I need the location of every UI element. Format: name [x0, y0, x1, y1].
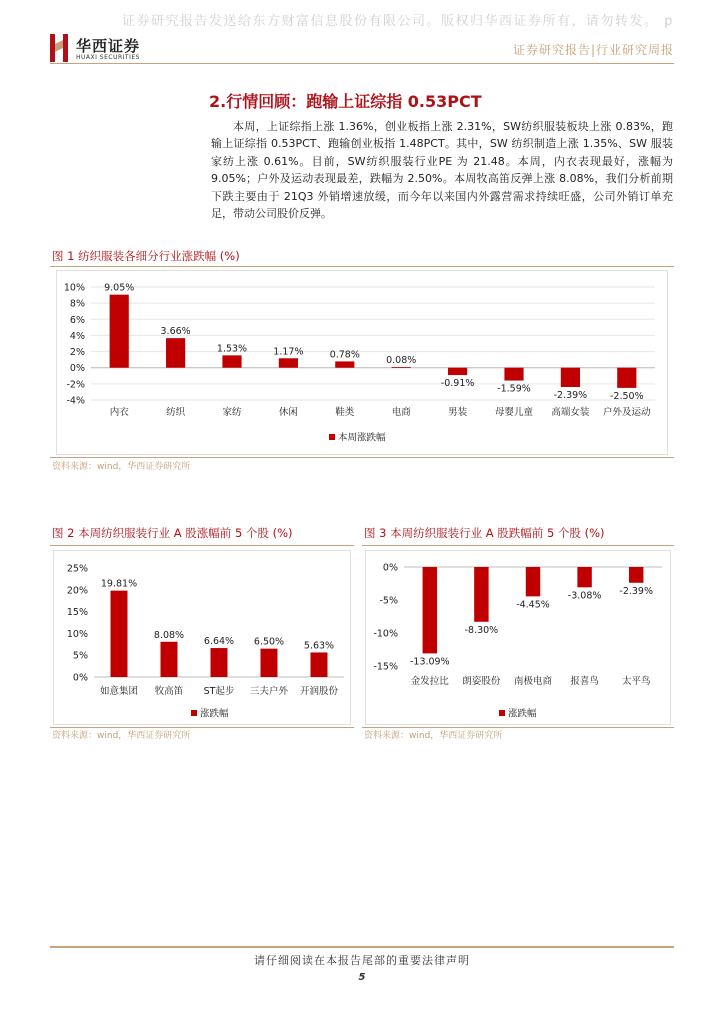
figure-2-title: 图 2 本周纺织服装行业 A 股涨幅前 5 个股 (%) [52, 526, 293, 540]
report-type-label: 证券研究报告|行业研究周报 [512, 43, 674, 57]
bar [111, 591, 128, 677]
category-label: 如意集团 [99, 686, 139, 697]
y-tick-label: 0% [69, 363, 85, 375]
bar [335, 361, 354, 367]
bar [222, 355, 241, 367]
figure-2-chart [54, 551, 350, 724]
data-label: 5.63% [303, 640, 335, 652]
data-label: -8.30% [464, 624, 499, 636]
category-label: 牧高笛 [154, 686, 184, 697]
legend-swatch [499, 710, 505, 716]
y-tick-label: 0% [382, 562, 398, 574]
page-number: 5 [358, 972, 366, 983]
data-label: 19.81% [100, 578, 138, 590]
bar [577, 567, 591, 587]
data-label: 8.08% [153, 629, 185, 641]
legal-notice: 请仔细阅读在本报告尾部的重要法律声明 [254, 954, 470, 967]
watermark: 证券研究报告发送给东方财富信息股份有限公司。版权归华西证券所有，请勿转发。 p [122, 14, 674, 29]
data-label: -3.08% [567, 590, 602, 602]
category-label: 母婴儿童 [494, 407, 534, 418]
legend-swatch [191, 710, 197, 716]
bar [561, 368, 580, 387]
bar [110, 295, 129, 368]
data-label: -0.91% [440, 378, 475, 390]
figure-1-title: 图 1 纺织服装各细分行业涨跌幅 (%) [52, 249, 240, 263]
legend-swatch [329, 434, 335, 440]
legend-label: 涨跌幅 [200, 708, 229, 720]
y-tick-label: 15% [66, 607, 88, 619]
category-label: 金发拉比 [410, 676, 449, 687]
y-tick-label: 20% [66, 585, 88, 597]
y-tick-label: 25% [66, 563, 88, 575]
bar [448, 368, 467, 375]
data-label: 0.78% [329, 349, 360, 361]
bar [279, 358, 298, 367]
category-label: 三夫户外 [249, 686, 289, 697]
bar [474, 567, 488, 622]
figure-3-source: 资料来源：wind，华西证券研究所 [364, 731, 503, 741]
category-label: 报喜鸟 [570, 676, 599, 687]
data-label: -2.50% [609, 390, 644, 402]
y-tick-label: 10% [66, 628, 88, 640]
figure-3-chart [366, 551, 670, 724]
section-paragraph [211, 118, 673, 222]
category-label: 家纺 [222, 407, 242, 418]
category-label: 纺织 [166, 407, 186, 418]
y-tick-label: -2% [66, 379, 85, 391]
legend-label: 本周涨跌幅 [338, 432, 386, 444]
category-label: 休闲 [278, 407, 298, 418]
header-divider [50, 63, 674, 64]
figure-2-source: 资料来源：wind，华西证券研究所 [52, 731, 191, 741]
data-label: -2.39% [553, 390, 588, 402]
category-label: 内衣 [109, 407, 129, 418]
category-label: 户外及运动 [603, 407, 651, 418]
category-label: 男装 [448, 407, 468, 418]
y-tick-label: -10% [373, 628, 398, 640]
bar [629, 567, 643, 583]
y-tick-label: 6% [69, 314, 85, 326]
y-tick-label: -15% [373, 661, 398, 673]
huaxi-logo-icon [50, 34, 68, 62]
category-label: ST起步 [203, 686, 235, 697]
bar [423, 567, 437, 653]
data-label: -2.39% [619, 585, 654, 597]
y-tick-label: -4% [66, 395, 85, 407]
category-label: 朗姿股份 [462, 676, 501, 687]
y-tick-label: 8% [69, 298, 85, 310]
y-tick-label: 0% [72, 672, 88, 684]
paragraph-text: 本周，上证综指上涨 1.36%，创业板指上涨 2.31%，SW纺织服装板块上涨 0.83%，跑输上证综指 0.53PCT、跑输创业板指 1.48PCT。其中，SW 纺织制造上涨 1.35%、SW 服装家纺上涨 0.61%。目前，SW纺织服装行业PE 为 21.48。本周，内衣表现最好，涨幅为 9.05%；户外及运动表现最差，跌幅为 2.50%。本周牧高笛反弹上涨 8.08%，我们分析前期下跌主要由于 21Q3 外销增速放缓，而今年以来国内外露营需求持续旺盛，公司外销订单充足，带动公司股价反弹。 [211, 120, 673, 221]
category-label: 电商 [391, 407, 411, 418]
footer-divider [50, 946, 674, 948]
category-label: 开润股份 [299, 686, 339, 697]
logo-text: 华西证券 [76, 37, 141, 55]
bar [526, 567, 540, 596]
logo-subtext: HUAXI SECURITIES [76, 54, 140, 61]
y-tick-label: 5% [72, 650, 88, 662]
figure-1-source: 资料来源：wind，华西证券研究所 [52, 462, 191, 472]
bar [311, 652, 328, 677]
data-label: 6.64% [203, 636, 235, 648]
figure-2-frame [53, 550, 351, 725]
bar [166, 338, 185, 368]
figure-3-title: 图 3 本周纺织服装行业 A 股跌幅前 5 个股 (%) [364, 526, 605, 540]
data-label: -4.45% [516, 599, 550, 611]
data-label: 3.66% [160, 326, 191, 338]
bar [161, 642, 178, 677]
figure-3-frame [365, 550, 671, 725]
y-tick-label: 10% [63, 282, 85, 294]
data-label: 6.50% [253, 636, 285, 648]
bar [211, 648, 228, 677]
data-label: 9.05% [104, 282, 135, 294]
y-tick-label: 4% [69, 330, 85, 342]
category-label: 鞋类 [335, 407, 355, 418]
data-label: -1.59% [497, 383, 531, 395]
bar [261, 649, 278, 677]
y-tick-label: 2% [69, 347, 85, 359]
bar [392, 367, 411, 368]
bar [617, 368, 636, 388]
figure-1-chart [57, 271, 667, 454]
legend-label: 涨跌幅 [508, 708, 537, 720]
category-label: 南极电商 [513, 676, 553, 687]
data-label: 1.53% [216, 343, 248, 355]
data-label: 1.17% [273, 346, 304, 358]
figure-1-frame [56, 270, 668, 455]
category-label: 高端女装 [551, 407, 590, 418]
category-label: 太平鸟 [621, 676, 651, 687]
data-label: -13.09% [409, 656, 450, 668]
data-label: 0.08% [386, 355, 417, 367]
bar [504, 368, 523, 381]
section-title: 2.行情回顾：跑输上证综指 0.53PCT [209, 92, 482, 111]
y-tick-label: -5% [379, 595, 398, 607]
